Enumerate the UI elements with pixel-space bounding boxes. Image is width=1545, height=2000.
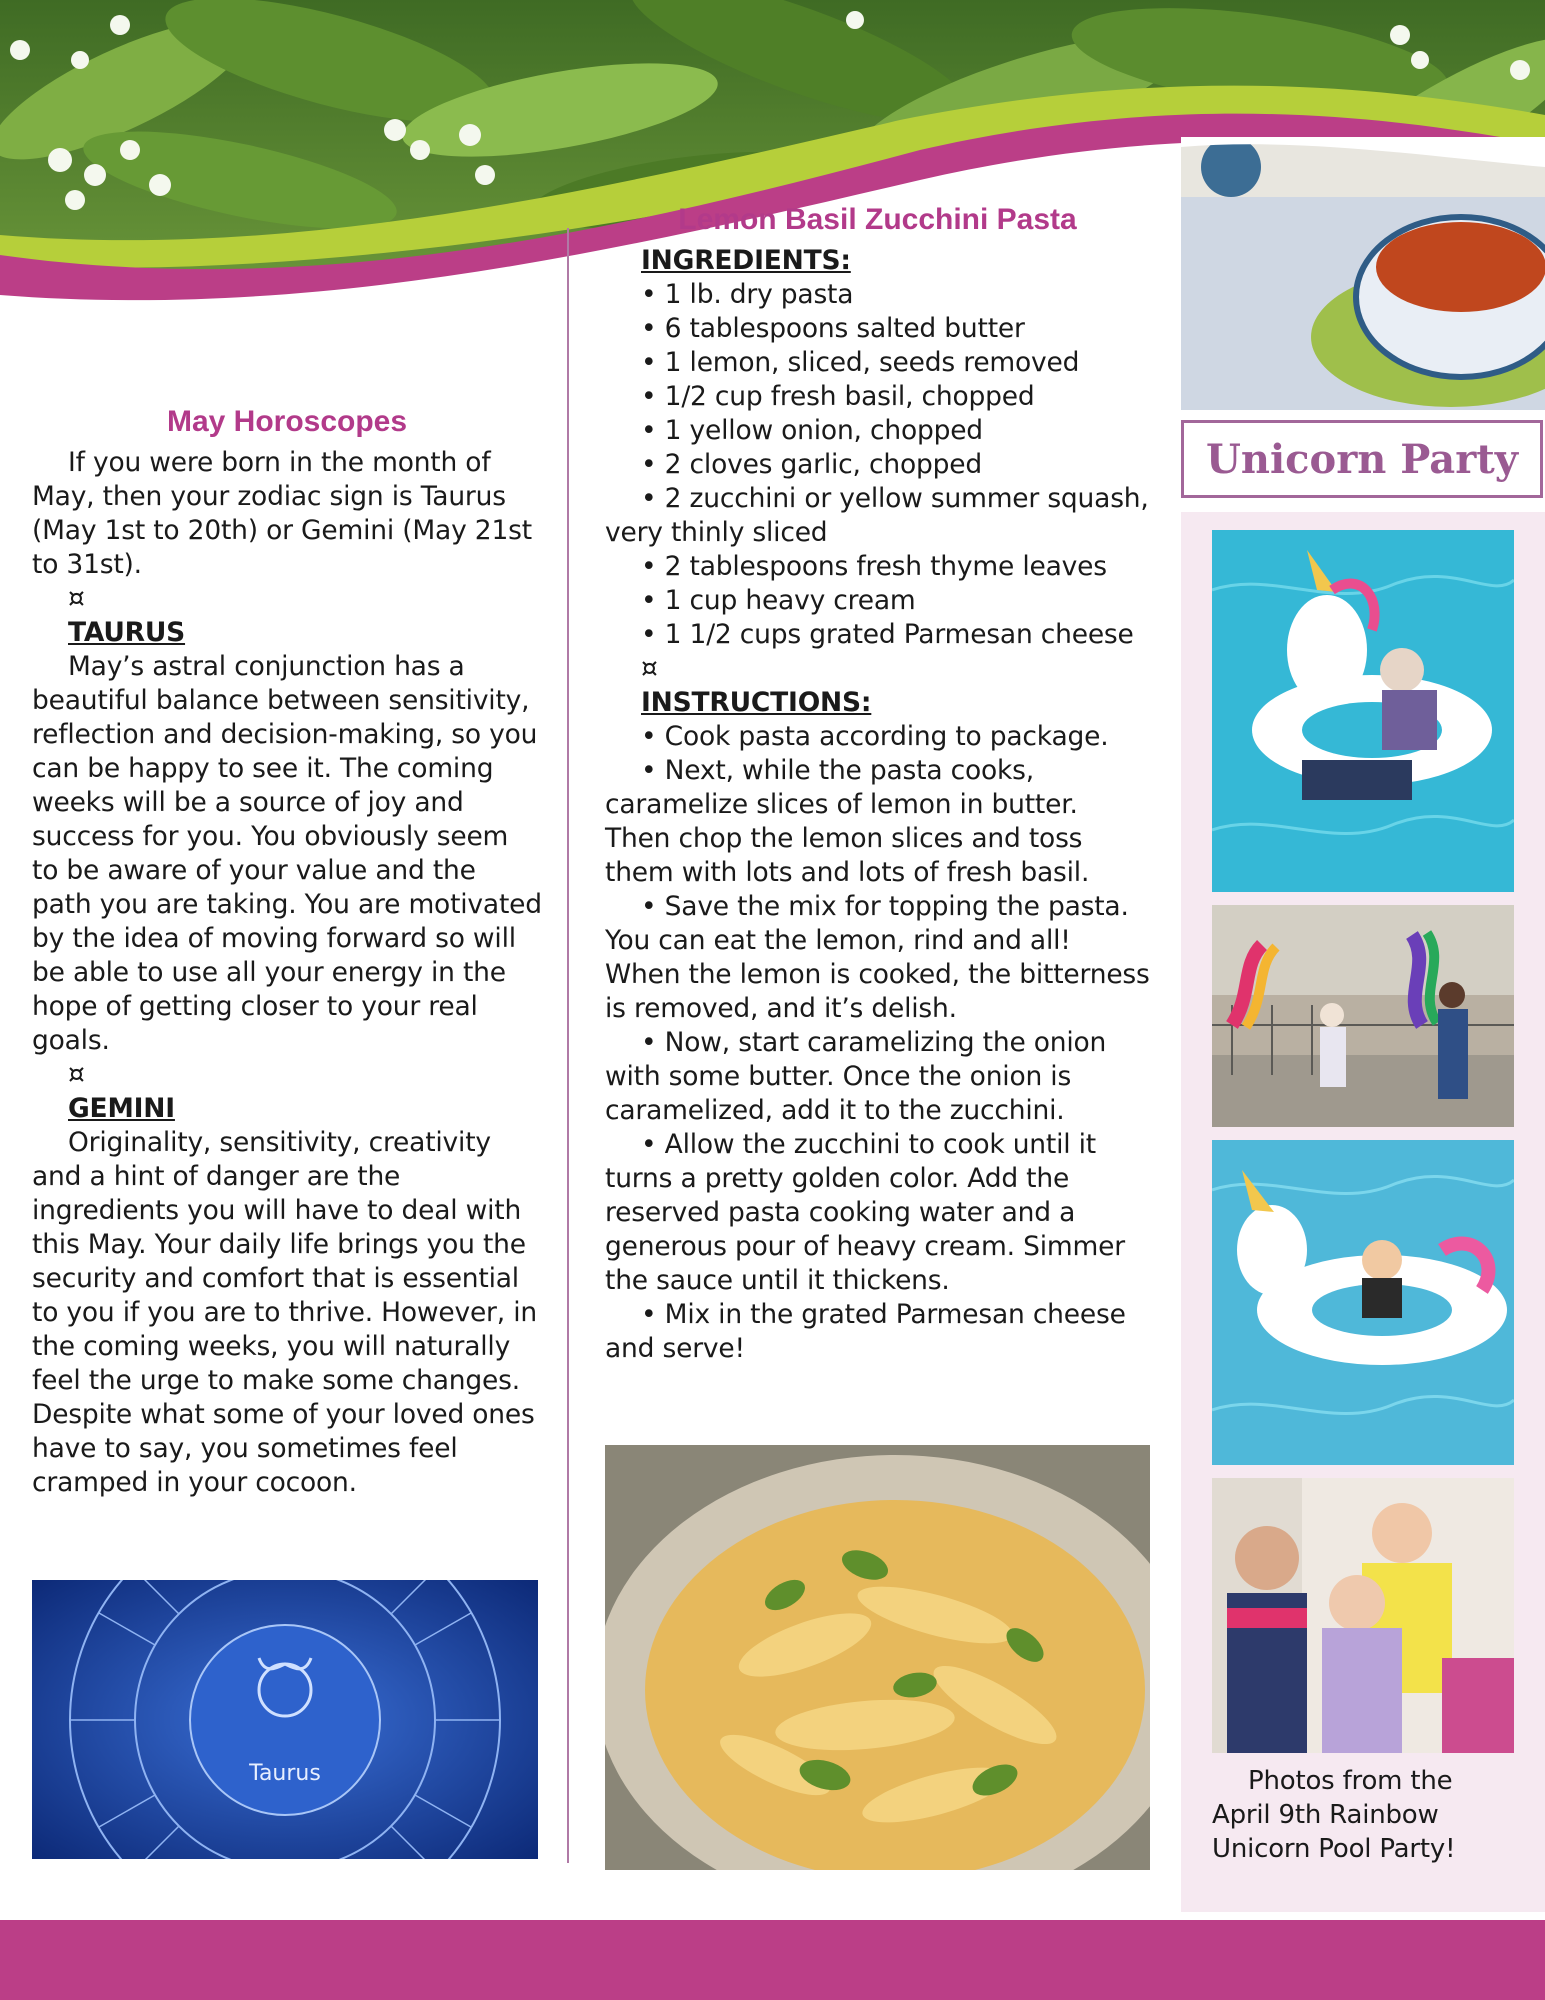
recipe-column bbox=[605, 202, 1150, 1366]
instruction-item: • Cook pasta according to package. bbox=[641, 721, 1109, 752]
instruction-item: • Next, while the pasta cooks, caramelize slices of lemon in butter. Then chop the lemon slices and toss them with lots and lots of fresh basil. bbox=[605, 755, 1090, 888]
separator: ¤ bbox=[68, 583, 85, 614]
photo-caption-text: Photos from the April 9th Rainbow Unicorn Pool Party! bbox=[1212, 1766, 1456, 1864]
ingredient-item: • 1 1/2 cups grated Parmesan cheese bbox=[641, 619, 1134, 650]
photo-caption bbox=[1212, 1764, 1514, 1866]
ingredient-item: • 2 cloves garlic, chopped bbox=[641, 449, 982, 480]
ingredient-item: • 1 lemon, sliced, seeds removed bbox=[641, 347, 1080, 378]
party-group-photo bbox=[1212, 1478, 1514, 1753]
taurus-text: May’s astral conjunction has a beautiful balance between sensitivity, reflection and decision-making, so you can be happy to see it. The coming weeks will be a source of joy and success for you. You obviously seem to be aware of your value and the path you are taking. You are motivated by the idea of moving forward so will be able to use all your energy in the hope of getting closer to your real goals. bbox=[32, 651, 542, 1056]
instruction-item: • Now, start caramelizing the onion with some butter. Once the onion is caramelized, add it to the zucchini. bbox=[605, 1027, 1107, 1126]
gemini-text: Originality, sensitivity, creativity and a hint of danger are the ingredients you will have to deal with this May. Your daily life brings you the security and comfort that is essential to you if you are to thrive. However, in the coming weeks, you will naturally feel the urge to make some changes. Despite what some of your loved ones have to say, you sometimes feel cramped in your cocoon. bbox=[32, 1127, 537, 1498]
rainbow-streamers-photo bbox=[1212, 905, 1514, 1127]
instruction-item: • Mix in the grated Parmesan cheese and serve! bbox=[605, 1299, 1126, 1364]
horoscope-title: May Horoscopes bbox=[166, 405, 408, 438]
separator: ¤ bbox=[641, 653, 658, 684]
ingredient-item: • 2 zucchini or yellow summer squash, very thinly sliced bbox=[605, 483, 1149, 548]
column-divider bbox=[567, 228, 569, 1863]
unicorn-party-title-box bbox=[1181, 420, 1543, 498]
ingredient-item: • 2 tablespoons fresh thyme leaves bbox=[641, 551, 1107, 582]
gemini-heading: GEMINI bbox=[68, 1093, 175, 1124]
instructions-list bbox=[605, 720, 1150, 1366]
zodiac-label: Taurus bbox=[249, 1761, 321, 1786]
ingredient-item: • 1 yellow onion, chopped bbox=[641, 415, 983, 446]
footer-bar bbox=[0, 1920, 1545, 2000]
tea-cup-photo bbox=[1181, 137, 1545, 410]
instruction-item: • Allow the zucchini to cook until it turns a pretty golden color. Add the reserved pasta cooking water and a generous pour of heavy cream. Simmer the sauce until it thickens. bbox=[605, 1129, 1125, 1296]
ingredients-heading: INGREDIENTS: bbox=[641, 245, 851, 276]
ingredients-list bbox=[605, 278, 1150, 652]
taurus-heading: TAURUS bbox=[68, 617, 186, 648]
ingredient-item: • 1/2 cup fresh basil, chopped bbox=[641, 381, 1035, 412]
horoscope-column bbox=[32, 404, 542, 1500]
ingredient-item: • 1 lb. dry pasta bbox=[641, 279, 854, 310]
pool-unicorn-photo-1 bbox=[1212, 530, 1514, 892]
recipe-title: Lemon Basil Zucchini Pasta bbox=[678, 203, 1077, 236]
pasta-photo bbox=[605, 1445, 1150, 1870]
zodiac-wheel-image bbox=[32, 1580, 538, 1859]
horoscope-intro: If you were born in the month of May, then your zodiac sign is Taurus (May 1st to 20th) or Gemini (May 21st to 31st). bbox=[32, 447, 532, 580]
instructions-heading: INSTRUCTIONS: bbox=[641, 687, 872, 718]
ingredient-item: • 1 cup heavy cream bbox=[641, 585, 916, 616]
instruction-item: • Save the mix for topping the pasta. You can eat the lemon, rind and all! When the lemon is cooked, the bitterness is removed, and it’s delish. bbox=[605, 891, 1150, 1024]
pool-unicorn-photo-2 bbox=[1212, 1140, 1514, 1465]
separator: ¤ bbox=[68, 1059, 85, 1090]
unicorn-party-title: Unicorn Party bbox=[1206, 435, 1518, 483]
ingredient-item: • 6 tablespoons salted butter bbox=[641, 313, 1025, 344]
